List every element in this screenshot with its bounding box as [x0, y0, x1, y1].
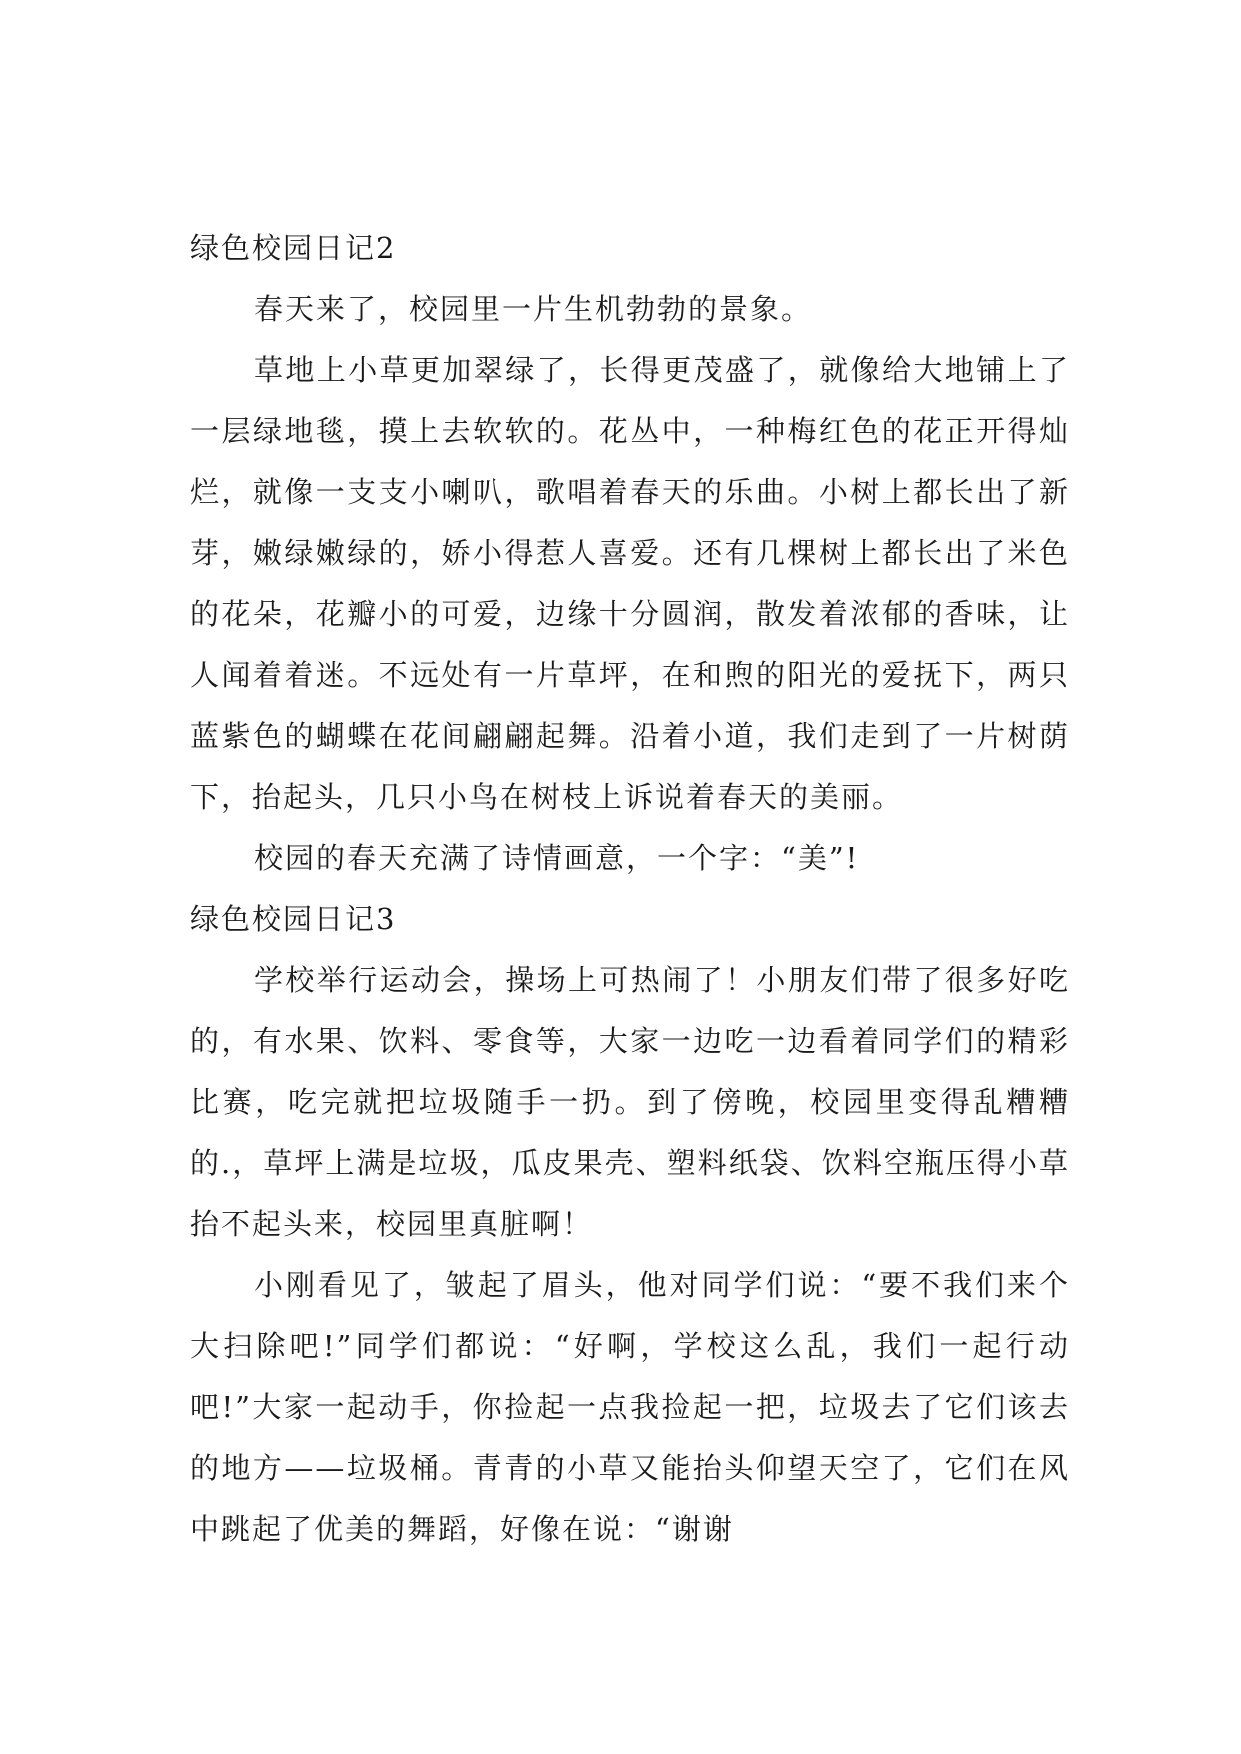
paragraph: 校园的春天充满了诗情画意，一个字：“美”!	[254, 841, 860, 875]
paragraph: 小刚看见了，皱起了眉头，他对同学们说：“要不我们来个大扫除吧!”同学们都说：“好啊，学校这么乱，我们一起行动吧!”大家一起动手，你捡起一点我捡起一把，垃圾去了它们该去的地方——垃圾桶。青青的小草又能抬头仰望天空了，它们在风中跳起了优美的舞蹈，好像在说：“谢谢	[190, 1268, 1070, 1546]
paragraph: 学校举行运动会，操场上可热闹了！小朋友们带了很多好吃的，有水果、饮料、零食等，大家一边吃一边看着同学们的精彩比赛，吃完就把垃圾随手一扔。到了傍晚，校园里变得乱糟糟的.，草坪上满是垃圾，瓜皮果壳、塑料纸袋、饮料空瓶压得小草抬不起头来，校园里真脏啊！	[190, 963, 1070, 1241]
paragraph: 草地上小草更加翠绿了，长得更茂盛了，就像给大地铺上了一层绿地毯，摸上去软软的。花丛中，一种梅红色的花正开得灿烂，就像一支支小喇叭，歌唱着春天的乐曲。小树上都长出了新芽，嫩绿嫩绿的，娇小得惹人喜爱。还有几棵树上都长出了米色的花朵，花瓣小的可爱，边缘十分圆润，散发着浓郁的香味，让人闻着着迷。不远处有一片草坪，在和煦的阳光的爱抚下，两只蓝紫色的蝴蝶在花间翩翩起舞。沿着小道，我们走到了一片树荫下，抬起头，几只小鸟在树枝上诉说着春天的美丽。	[190, 353, 1070, 814]
diary-section-3	[190, 889, 1070, 1560]
diary-section-2	[190, 218, 1070, 889]
section-heading: 绿色校园日记2	[190, 231, 397, 265]
section-heading: 绿色校园日记3	[190, 902, 397, 936]
paragraph: 春天来了，校园里一片生机勃勃的景象。	[254, 292, 813, 326]
document-body	[190, 218, 1070, 1560]
